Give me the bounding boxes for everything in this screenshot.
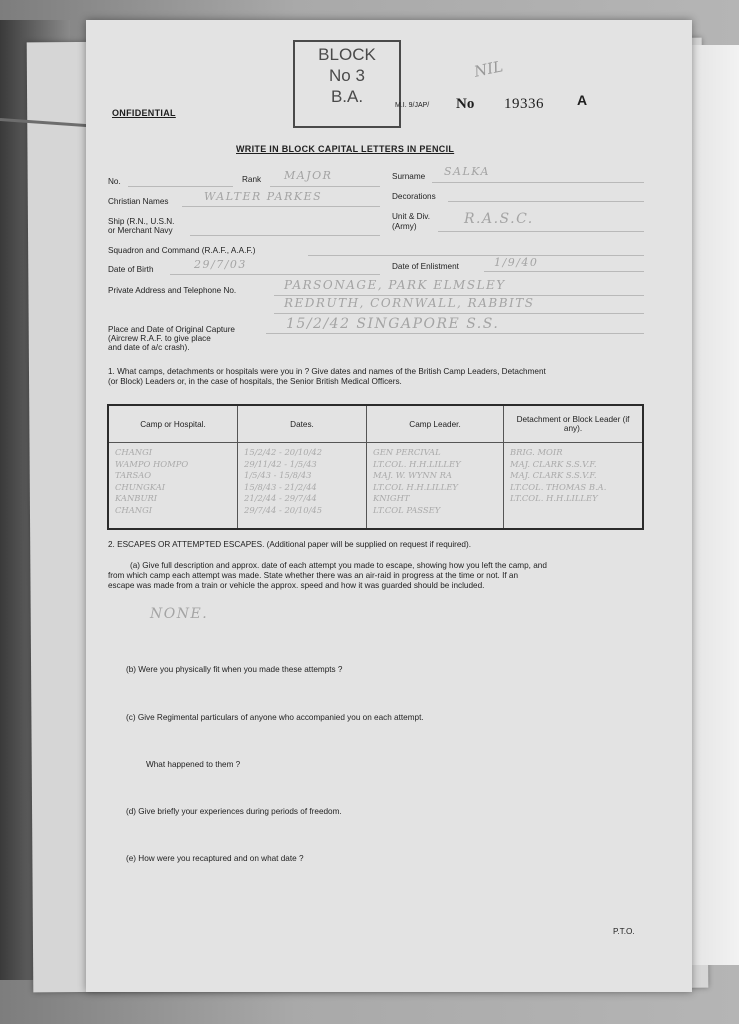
detachment-entry: BRIG. MOIR xyxy=(510,447,563,457)
christian-names-line xyxy=(182,206,380,207)
no-field-line xyxy=(128,186,233,187)
detachment-entry: LT.COL. THOMAS B.A. xyxy=(510,481,607,492)
serial-number: 19336 xyxy=(504,96,544,112)
address-line-2 xyxy=(274,313,644,314)
detachment-entry: MAJ. CLARK S.S.V.F. xyxy=(510,470,597,480)
camp-entry: TARSAO xyxy=(115,470,152,480)
header-dates: Dates. xyxy=(238,405,367,443)
header-camp-leader: Camp Leader. xyxy=(367,405,504,443)
date-entry: 29/11/42 - 1/5/43 xyxy=(244,458,317,469)
question-2a-line-2: from which camp each attempt was made. State whether there was an air-raid in progress at the time or not. If an xyxy=(108,571,519,580)
unit-line xyxy=(438,231,644,232)
capture-label: Place and Date of Original Capture xyxy=(108,325,235,334)
stamp-line-3: B.A. xyxy=(330,87,364,106)
question-2b: (b) Were you physically fit when you made these attempts ? xyxy=(126,665,343,674)
address-value-1: PARSONAGE, PARK ELMSLEY xyxy=(284,278,506,292)
rank-field-line xyxy=(270,186,380,187)
leader-entry: LT.COL. H.H.LILLEY xyxy=(373,458,461,469)
question-2d: (d) Give briefly your experiences during periods of freedom. xyxy=(126,807,342,816)
block-stamp xyxy=(293,40,401,128)
nil-annotation: NIL xyxy=(472,57,505,81)
christian-names-value: WALTER PARKES xyxy=(204,190,323,203)
surname-field-line xyxy=(432,182,644,183)
question-2a-line-3: escape was made from a train or vehicle the approx. speed and how it was guarded should be included. xyxy=(108,581,485,590)
dob-label: Date of Birth xyxy=(108,265,154,274)
christian-names-label: Christian Names xyxy=(108,197,169,206)
capture-line xyxy=(266,333,644,334)
capture-label-3: and date of a/c crash). xyxy=(108,343,190,352)
address-label: Private Address and Telephone No. xyxy=(108,286,237,295)
header-detachment-leader: Detachment or Block Leader (if any). xyxy=(504,405,644,443)
question-2a-line-1: (a) Give full description and approx. date of each attempt you made to escape, showing how you left the camp, and xyxy=(130,561,547,570)
detachment-entry: LT.COL. H.H.LILLEY xyxy=(510,493,598,503)
leader-entry: KNIGHT xyxy=(373,493,410,503)
squadron-label: Squadron and Command (R.A.F., A.A.F.) xyxy=(108,246,256,255)
detachment-leader-column xyxy=(504,443,644,530)
enlistment-line xyxy=(484,271,644,272)
number-label: No xyxy=(456,96,475,112)
escape-answer: NONE. xyxy=(150,606,209,622)
camp-entry: WAMPO HOMPO xyxy=(115,458,189,469)
enlistment-label: Date of Enlistment xyxy=(392,262,459,271)
stamp-line-2: No 3 xyxy=(329,66,365,85)
pencil-instruction: WRITE IN BLOCK CAPITAL LETTERS IN PENCIL xyxy=(236,144,455,154)
decorations-line xyxy=(448,201,644,202)
leader-entry: MAJ. W. WYNN RA xyxy=(373,470,452,480)
header-camp: Camp or Hospital. xyxy=(108,405,238,443)
capture-label-2: (Aircrew R.A.F. to give place xyxy=(108,334,211,343)
surname-label: Surname xyxy=(392,172,426,181)
confidential-heading: ONFIDENTIAL xyxy=(112,108,176,118)
stamp-line-1: BLOCK xyxy=(318,45,376,64)
liberation-questionnaire-form xyxy=(86,20,692,992)
address-value-2: REDRUTH, CORNWALL, RABBITS xyxy=(284,296,535,310)
date-entry: 1/5/43 - 15/8/43 xyxy=(244,470,312,480)
date-entry: 15/8/43 - 21/2/44 xyxy=(244,481,317,492)
camp-table xyxy=(107,404,644,530)
question-1-line-2: (or Block) Leaders or, in the case of hospitals, the Senior British Medical Officers. xyxy=(108,377,402,386)
surname-value: SALKA xyxy=(444,165,490,178)
date-entry: 15/2/42 - 20/10/42 xyxy=(244,447,323,457)
camp-table-body xyxy=(108,443,643,530)
unit-label-2: (Army) xyxy=(392,222,417,231)
leader-entry: LT.COL PASSEY xyxy=(373,504,441,515)
rank-label: Rank xyxy=(242,175,262,184)
serial-suffix: A xyxy=(577,92,588,108)
detachment-entry: MAJ. CLARK S.S.V.F. xyxy=(510,458,597,469)
squadron-line xyxy=(308,255,644,256)
decorations-label: Decorations xyxy=(392,192,436,201)
ship-line xyxy=(190,235,380,236)
capture-value: 15/2/42 SINGAPORE S.S. xyxy=(286,316,500,332)
question-2e: (e) How were you recaptured and on what date ? xyxy=(126,854,304,863)
reference-code: M.I. 9/JAP/ xyxy=(395,102,430,109)
leader-entry: GEN PERCIVAL xyxy=(373,447,441,457)
stacked-papers xyxy=(690,45,739,965)
question-2c: (c) Give Regimental particulars of anyone who accompanied you on each attempt. xyxy=(126,713,424,722)
unit-value: R.A.S.C. xyxy=(464,211,534,227)
camp-table-header xyxy=(108,405,643,443)
ship-label: Ship (R.N., U.S.N. xyxy=(108,217,175,226)
dates-column xyxy=(238,443,367,530)
camp-entry: CHUNGKAI xyxy=(115,481,166,492)
enlistment-value: 1/9/40 xyxy=(494,256,539,269)
camp-column xyxy=(108,443,238,530)
dob-line xyxy=(170,274,380,275)
ship-label-2: or Merchant Navy xyxy=(108,226,173,235)
date-entry: 29/7/44 - 20/10/45 xyxy=(244,504,323,515)
question-2-heading: 2. ESCAPES OR ATTEMPTED ESCAPES. (Additional paper will be supplied on request if required). xyxy=(108,540,471,549)
camp-leader-column xyxy=(367,443,504,530)
pto-label: P.T.O. xyxy=(613,927,635,936)
unit-label: Unit & Div. xyxy=(392,212,431,221)
rank-value: MAJOR xyxy=(284,169,333,182)
question-2c-followup: What happened to them ? xyxy=(146,760,241,769)
camp-entry: KANBURI xyxy=(115,493,158,503)
camp-entry: CHANGI xyxy=(115,504,153,515)
date-entry: 21/2/44 - 29/7/44 xyxy=(244,493,317,503)
dob-value: 29/7/03 xyxy=(194,258,247,271)
leader-entry: LT.COL H.H.LILLEY xyxy=(373,481,458,492)
question-1-line-1: 1. What camps, detachments or hospitals were you in ? Give dates and names of the British Camp Leaders, Detachment xyxy=(108,367,546,376)
camp-entry: CHANGI xyxy=(115,447,153,457)
no-label: No. xyxy=(108,177,121,186)
